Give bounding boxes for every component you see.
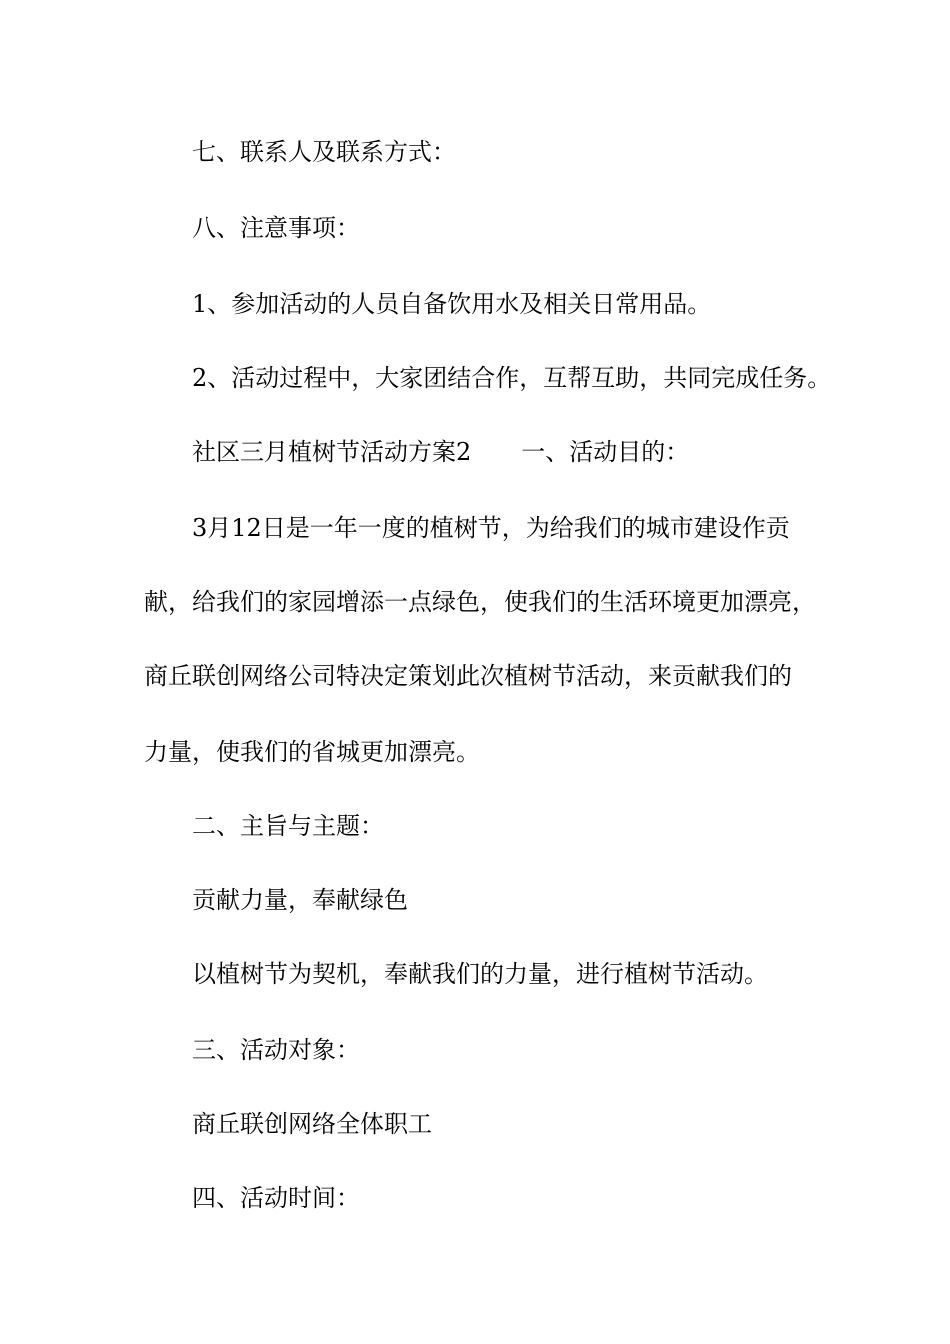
theme-slogan: 贡献力量，奉献绿色 — [192, 886, 408, 914]
heading-time: 四、活动时间： — [192, 1184, 360, 1212]
purpose-paragraph-line-1: 3月12日是一年一度的植树节，为给我们的城市建设作贡 — [192, 514, 790, 542]
audience-description: 商丘联创网络全体职工 — [192, 1110, 432, 1138]
document-title-line — [192, 436, 689, 468]
document-title: 社区三月植树节活动方案2 — [192, 438, 472, 466]
theme-description: 以植树节为契机，奉献我们的力量，进行植树节活动。 — [192, 960, 768, 988]
purpose-paragraph-line-2: 献，给我们的家园增添一点绿色，使我们的生活环境更加漂亮， — [144, 588, 816, 616]
heading-audience: 三、活动对象： — [192, 1036, 360, 1064]
note-item-2: 2、活动过程中，大家团结合作，互帮互助，共同完成任务。 — [192, 364, 832, 392]
heading-notes: 八、注意事项： — [192, 214, 360, 242]
note-item-1: 1、参加活动的人员自备饮用水及相关日常用品。 — [192, 290, 712, 318]
purpose-paragraph-line-3: 商丘联创网络公司特决定策划此次植树节活动，来贡献我们的 — [144, 662, 792, 690]
purpose-paragraph-line-4: 力量，使我们的省城更加漂亮。 — [144, 738, 480, 766]
heading-contact: 七、联系人及联系方式： — [192, 138, 456, 166]
heading-purpose: 一、活动目的： — [521, 438, 690, 466]
heading-theme: 二、主旨与主题： — [192, 812, 384, 840]
